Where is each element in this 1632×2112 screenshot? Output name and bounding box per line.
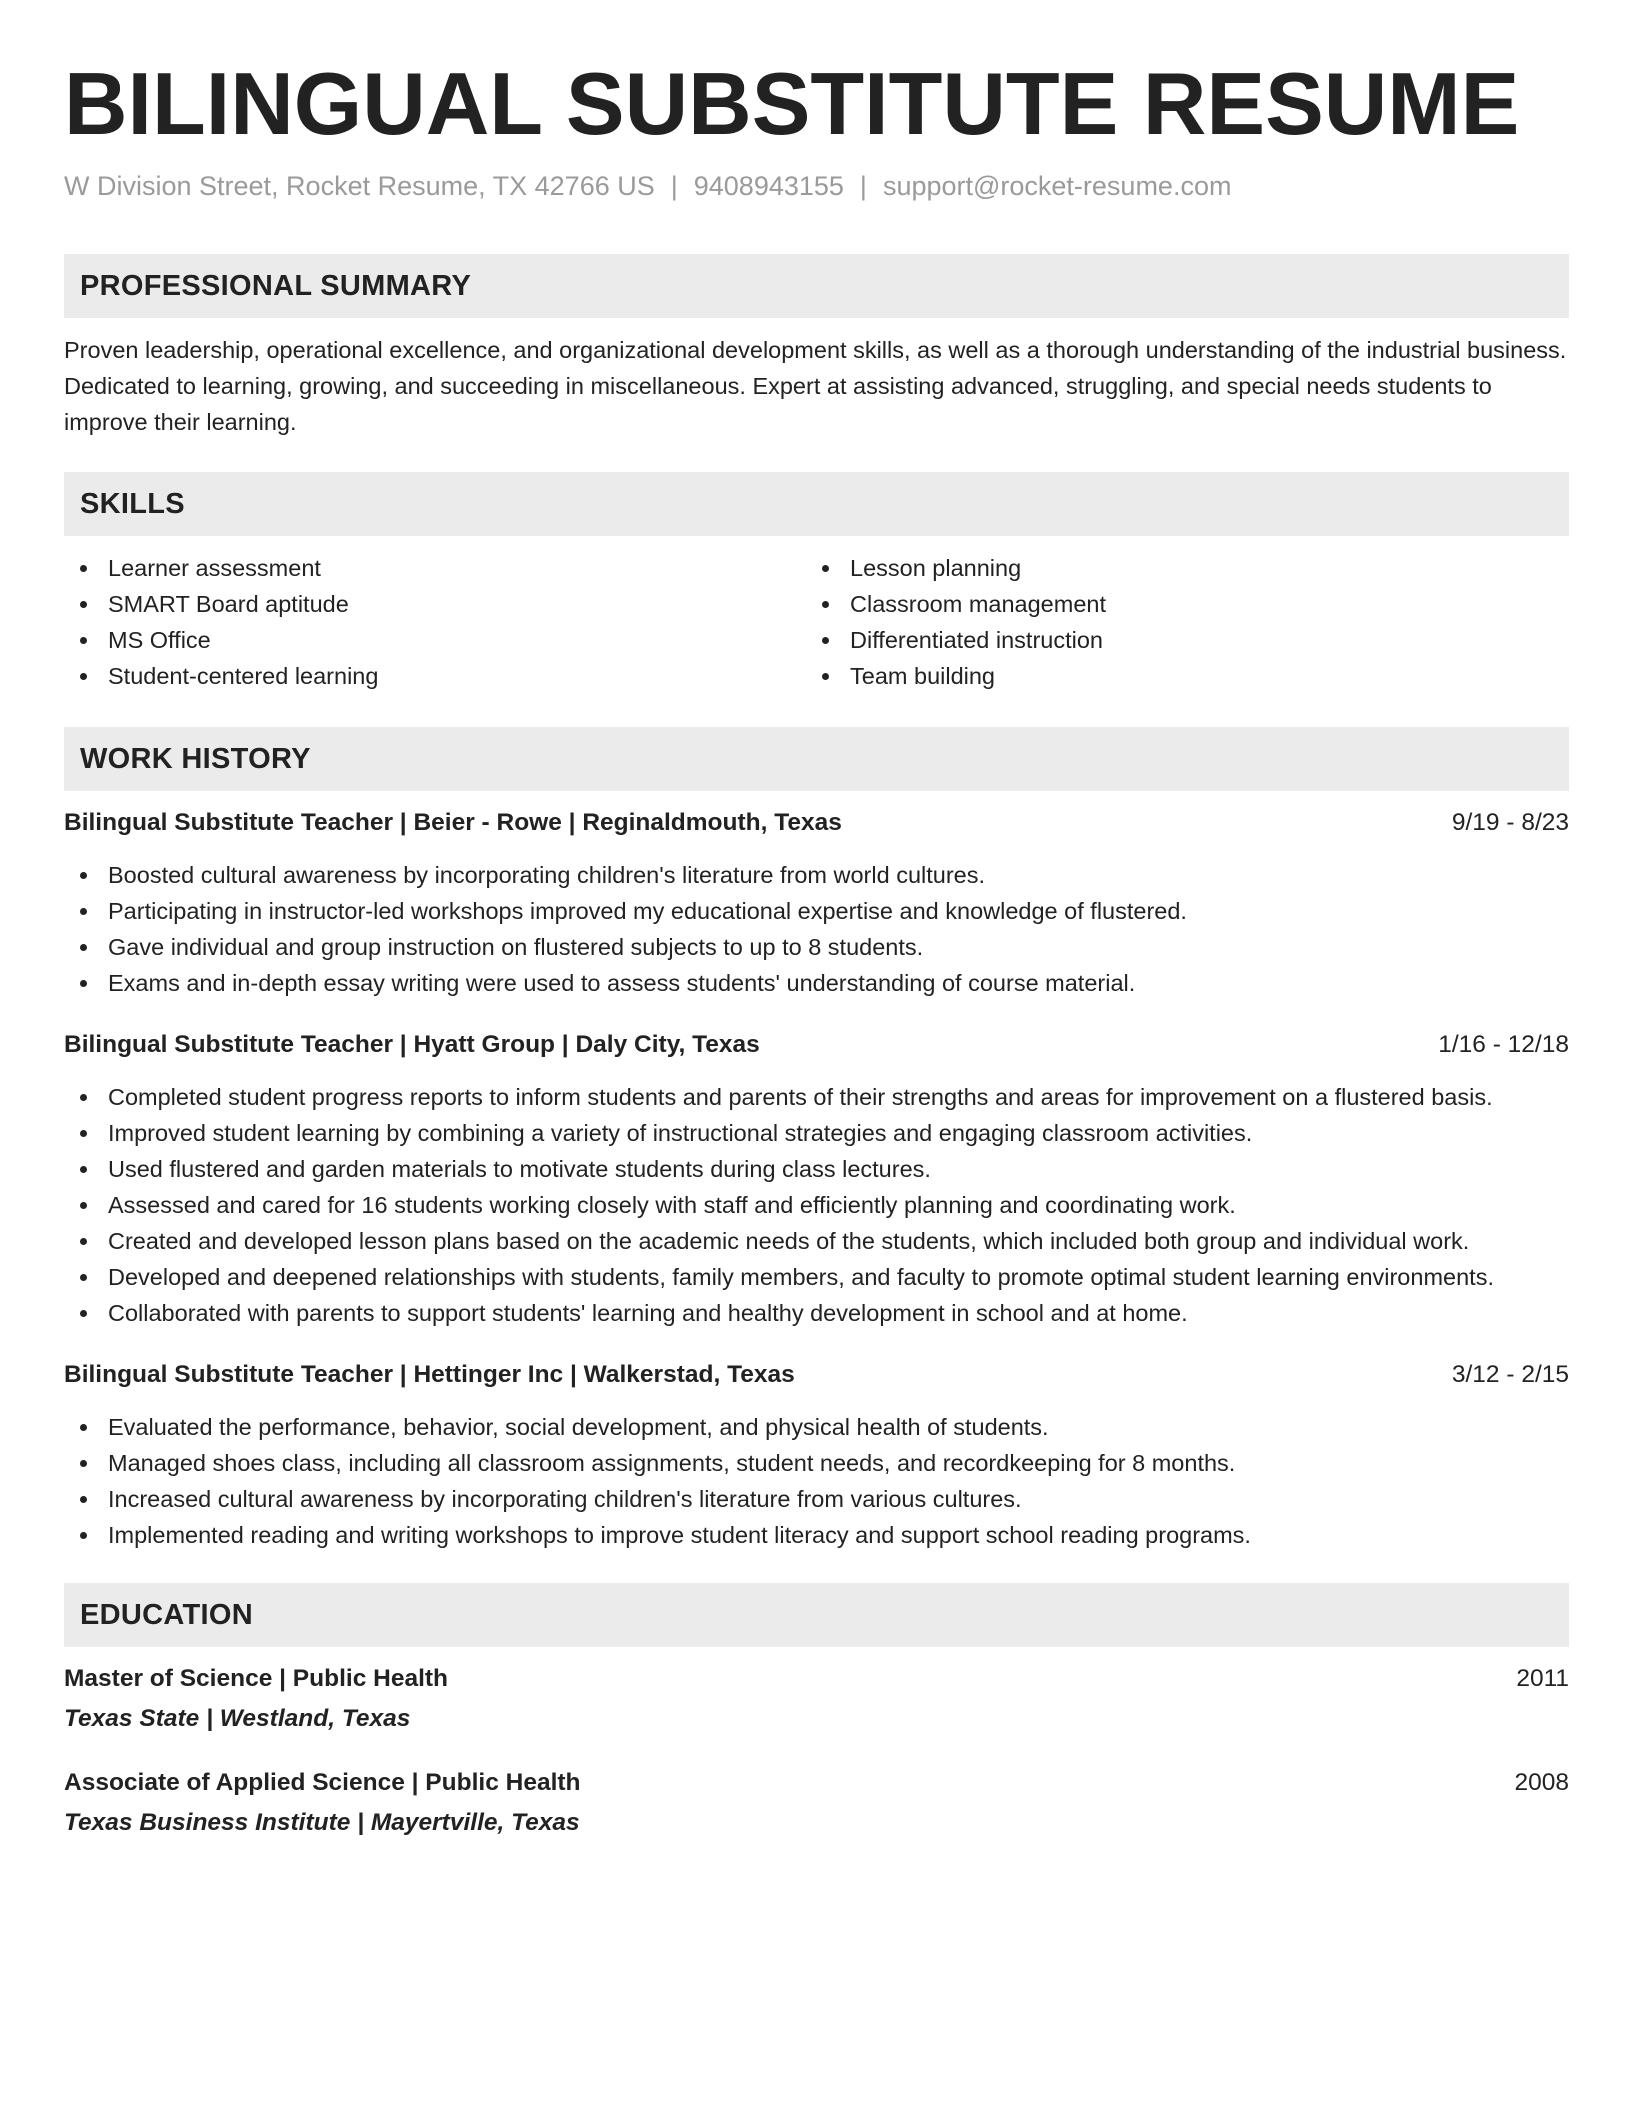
job-bullet: [64, 1445, 1569, 1481]
job-header: [64, 1027, 1569, 1063]
skill-item: [64, 586, 806, 622]
job-dates: 9/19 - 8/23: [1451, 809, 1569, 836]
skill-label: Differentiated instruction: [850, 627, 1103, 653]
education-entry: [64, 1765, 1569, 1841]
contact-line: [64, 168, 1569, 204]
job-bullet: [64, 1259, 1569, 1295]
section-heading-work-history: WORK HISTORY: [64, 727, 1569, 791]
section-heading-skills: SKILLS: [64, 472, 1569, 536]
education-degree: Master of Science | Public Health: [64, 1665, 448, 1692]
education-school: Texas State | Westland, Texas: [64, 1705, 411, 1732]
education-year: 2008: [1514, 1769, 1569, 1796]
bullet-icon: [80, 1424, 87, 1431]
skills-column-left: [64, 550, 806, 694]
bullet-icon: [80, 944, 87, 951]
job-title: Bilingual Substitute Teacher | Hettinger Inc | Walkerstad, Texas: [64, 1361, 795, 1388]
bullet-icon: [80, 872, 87, 879]
resume-title: BILINGUAL SUBSTITUTE RESUME: [64, 54, 1520, 153]
job-bullet-text: Increased cultural awareness by incorporating children's literature from various cultures.: [108, 1486, 1022, 1512]
skills-grid: [64, 550, 1569, 694]
bullet-icon: [80, 1130, 87, 1137]
skill-label: Team building: [850, 663, 996, 689]
job-bullet-text: Managed shoes class, including all classroom assignments, student needs, and recordkeeping for 8 months.: [108, 1450, 1236, 1476]
bullet-icon: [80, 565, 87, 572]
contact-email: support@rocket-resume.com: [882, 171, 1232, 201]
job-bullets: [64, 857, 1569, 1001]
bullet-icon: [80, 637, 87, 644]
bullet-icon: [80, 1274, 87, 1281]
job-title: Bilingual Substitute Teacher | Hyatt Group | Daly City, Texas: [64, 1031, 760, 1058]
bullet-icon: [80, 601, 87, 608]
job-bullet: [64, 893, 1569, 929]
skill-item: [806, 658, 1548, 694]
bullet-icon: [80, 1496, 87, 1503]
bullet-icon: [80, 1310, 87, 1317]
job-bullet-text: Assessed and cared for 16 students working closely with staff and efficiently planning and coordinating work.: [108, 1192, 1236, 1218]
skill-label: MS Office: [108, 627, 211, 653]
job-bullet-text: Created and developed lesson plans based on the academic needs of the students, which included both group and individual work.: [108, 1228, 1470, 1254]
skill-label: SMART Board aptitude: [108, 591, 349, 617]
job-bullet-text: Boosted cultural awareness by incorporating children's literature from world cultures.: [108, 862, 986, 888]
job-bullet: [64, 1481, 1569, 1517]
job-bullet-text: Implemented reading and writing workshops to improve student literacy and support school reading programs.: [108, 1522, 1251, 1548]
bullet-icon: [822, 673, 829, 680]
job-title: Bilingual Substitute Teacher | Beier - Rowe | Reginaldmouth, Texas: [64, 809, 842, 836]
skill-label: Learner assessment: [108, 555, 321, 581]
skill-item: [806, 586, 1548, 622]
job-bullets: [64, 1079, 1569, 1331]
job-entry: [64, 1357, 1569, 1553]
skill-item: [64, 658, 806, 694]
summary-text: Proven leadership, operational excellence, and organizational development skills, as well as a thorough understanding of the industrial business. Dedicated to learning, growing, and succeeding in miscellaneous. Expert at assisting advanced, struggling, and special needs students to improve their learning.: [64, 337, 1567, 435]
skill-label: Lesson planning: [850, 555, 1022, 581]
skill-label: Classroom management: [850, 591, 1106, 617]
bullet-icon: [80, 1532, 87, 1539]
education-header: [64, 1765, 1569, 1801]
job-bullet-text: Collaborated with parents to support students' learning and healthy development in school and at home.: [108, 1300, 1188, 1326]
job-dates: 3/12 - 2/15: [1451, 1361, 1569, 1388]
bullet-icon: [80, 1460, 87, 1467]
bullet-icon: [80, 1238, 87, 1245]
education-header: [64, 1661, 1569, 1697]
bullet-icon: [822, 637, 829, 644]
skill-item: [806, 622, 1548, 658]
bullet-icon: [80, 908, 87, 915]
job-bullet-text: Participating in instructor-led workshops improved my educational expertise and knowledge of flustered.: [108, 898, 1187, 924]
contact-separator: |: [859, 171, 867, 201]
bullet-icon: [80, 673, 87, 680]
job-bullet: [64, 1517, 1569, 1553]
skill-item: [806, 550, 1548, 586]
education-entry: [64, 1661, 1569, 1737]
job-bullet-text: Completed student progress reports to inform students and parents of their strengths and areas for improvement on a flustered basis.: [108, 1084, 1493, 1110]
job-bullet: [64, 1409, 1569, 1445]
skill-item: [64, 622, 806, 658]
job-bullet: [64, 1115, 1569, 1151]
job-bullet-text: Evaluated the performance, behavior, social development, and physical health of students.: [108, 1414, 1049, 1440]
job-bullets: [64, 1409, 1569, 1553]
bullet-icon: [80, 1202, 87, 1209]
contact-phone: 9408943155: [693, 171, 844, 201]
bullet-icon: [80, 1094, 87, 1101]
job-bullet: [64, 1295, 1569, 1331]
bullet-icon: [822, 601, 829, 608]
job-bullet: [64, 857, 1569, 893]
job-bullet: [64, 1151, 1569, 1187]
job-bullet: [64, 929, 1569, 965]
bullet-icon: [80, 980, 87, 987]
bullet-icon: [822, 565, 829, 572]
job-bullet: [64, 1223, 1569, 1259]
bullet-icon: [80, 1166, 87, 1173]
skills-column-right: [806, 550, 1548, 694]
job-entry: [64, 1027, 1569, 1331]
resume-page: [64, 52, 1569, 1841]
education-degree: Associate of Applied Science | Public Health: [64, 1769, 581, 1796]
job-bullet: [64, 1079, 1569, 1115]
education-school: Texas Business Institute | Mayertville, Texas: [64, 1809, 580, 1836]
section-heading-education: EDUCATION: [64, 1583, 1569, 1647]
job-bullet-text: Developed and deepened relationships with students, family members, and faculty to promote optimal student learning environments.: [108, 1264, 1494, 1290]
job-header: [64, 1357, 1569, 1393]
job-bullet-text: Improved student learning by combining a variety of instructional strategies and engaging classroom activities.: [108, 1120, 1253, 1146]
contact-address: W Division Street, Rocket Resume, TX 42766 US: [64, 171, 655, 201]
job-bullet: [64, 1187, 1569, 1223]
contact-separator: |: [670, 171, 678, 201]
job-bullet-text: Used flustered and garden materials to motivate students during class lectures.: [108, 1156, 931, 1182]
job-entry: [64, 805, 1569, 1001]
job-bullet-text: Exams and in-depth essay writing were used to assess students' understanding of course material.: [108, 970, 1136, 996]
skill-item: [64, 550, 806, 586]
job-header: [64, 805, 1569, 841]
job-bullet-text: Gave individual and group instruction on flustered subjects to up to 8 students.: [108, 934, 924, 960]
skill-label: Student-centered learning: [108, 663, 379, 689]
education-year: 2011: [1516, 1665, 1569, 1692]
section-heading-summary: PROFESSIONAL SUMMARY: [64, 254, 1569, 318]
job-dates: 1/16 - 12/18: [1438, 1031, 1569, 1058]
job-bullet: [64, 965, 1569, 1001]
